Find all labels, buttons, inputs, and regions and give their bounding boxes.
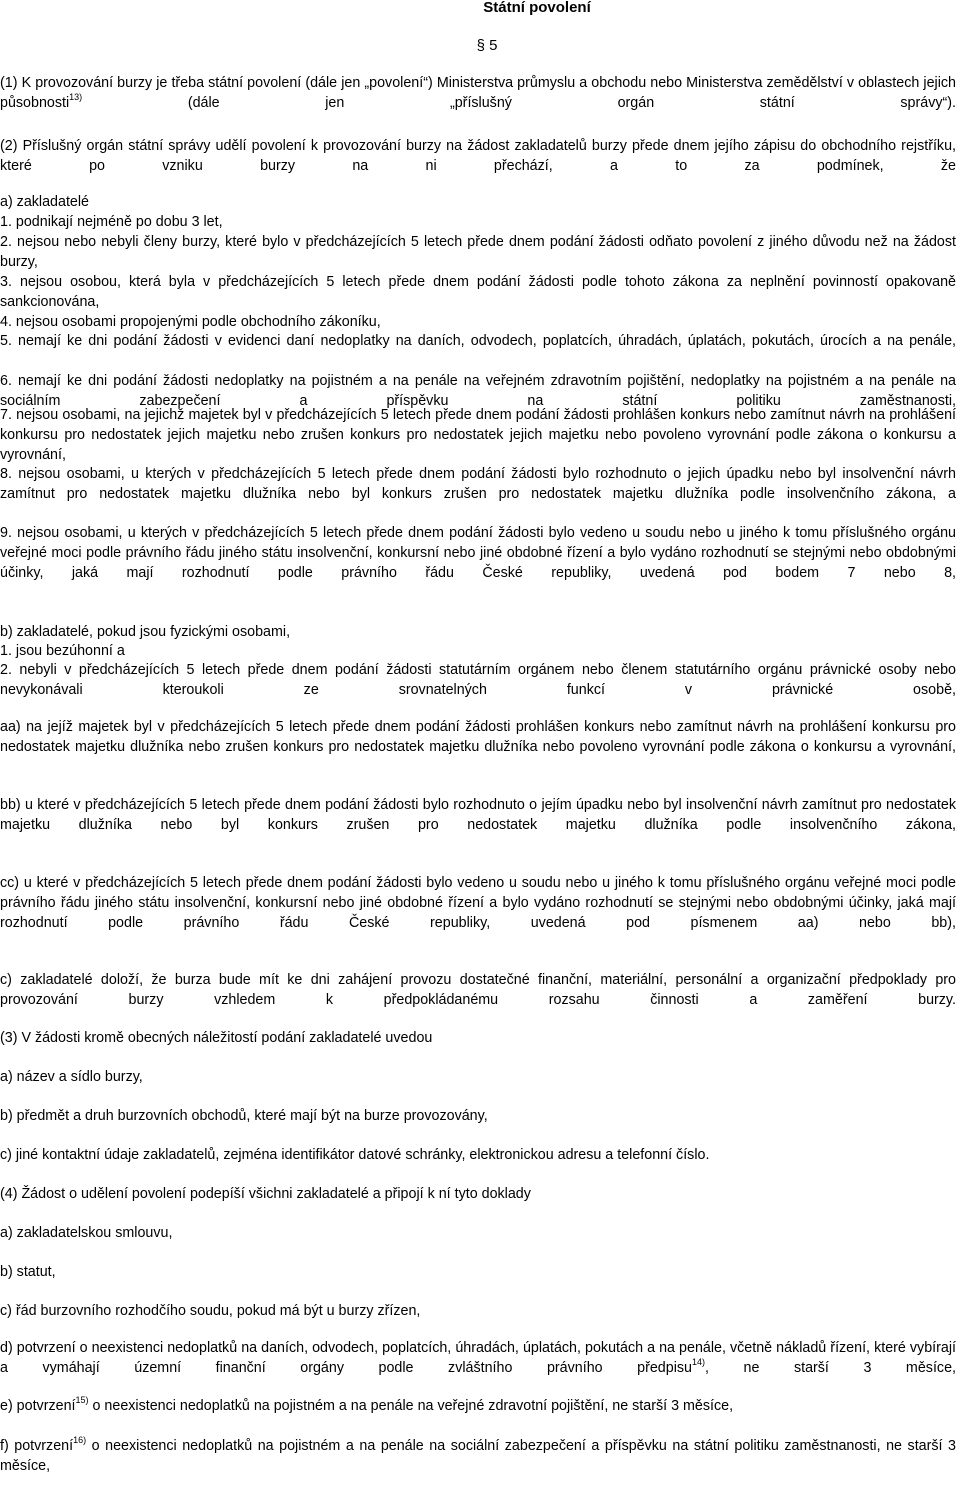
paragraph-2: (2) Příslušný orgán státní správy udělí povolení k provozování burzy na žádost zakladatelů burzy přede dnem jejího zápisu do obchodního rejstříku, které po vzniku burzy na ni přechází, a to za podmínek, že — [0, 138, 956, 175]
paragraph-1-text-end: (dále jen „příslušný orgán státní správy“). — [82, 95, 956, 112]
paragraph-1-text: (1) K provozování burzy je třeba státní povolení (dále jen „povolení“) Ministerstva průmyslu a obchodu nebo Ministerstva zemědělství v oblastech jejich působnosti — [0, 75, 956, 112]
paragraph-1 — [0, 73, 956, 134]
item-a-6: 6. nemají ke dni podání žádosti nedoplatky na pojistném a na penále na veřejném zdravotním pojištění, nedoplatky na pojistném a na penále na sociálním zabezpečení a příspěvku na státní politiku zaměstnanosti, — [0, 373, 956, 410]
paragraph-4-f — [0, 1436, 956, 1497]
item-a-1: 1. podnikají nejméně po dobu 3 let, — [0, 214, 223, 230]
footnote-ref-13: 13) — [69, 92, 83, 103]
item-c: c) zakladatelé doloží, že burza bude mít ke dni zahájení provozu dostatečné finanční, materiální, personální a organizační předpoklady pro provozování burzy vzhledem k předpokládanému rozsahu činnosti a zaměření burzy. — [0, 972, 956, 1009]
footnote-ref-16: 16) — [73, 1435, 87, 1445]
paragraph-4-b: b) statut, — [0, 1264, 56, 1280]
page-title: Státní povolení — [483, 0, 591, 16]
section-number: § 5 — [476, 37, 498, 54]
paragraph-4: (4) Žádost o udělení povolení podepíší všichni zakladatelé a připojí k ní tyto doklady — [0, 1186, 531, 1202]
paragraph-4-e-text-end: o neexistenci nedoplatků na pojistném a na penále na veřejné zdravotní pojištění, ne starší 3 měsíce, — [88, 1398, 734, 1414]
footnote-ref-14: 14) — [691, 1357, 705, 1368]
paragraph-3-a: a) název a sídlo burzy, — [0, 1069, 143, 1085]
footnote-ref-15: 15) — [75, 1395, 89, 1405]
paragraph-4-e — [0, 1396, 956, 1416]
item-a-9: 9. nejsou osobami, u kterých v předcházejících 5 letech přede dnem podání žádosti bylo vedeno u soudu nebo u jiného k tomu příslušného orgánu veřejné moci podle právního řádu jiného státu insolvenční, konkursní nebo jiné obdobné řízení a bylo vydáno rozhodnutí se stejnými nebo obdobnými účinky, jaká mají rozhodnutí podle právního řádu České republiky, uvedená pod bodem 7 nebo 8, — [0, 525, 956, 582]
item-a-5: 5. nemají ke dni podání žádosti v evidenci daní nedoplatky na daních, odvodech, poplatcích, úhradách, úplatách, pokutách, úrocích a na penále, — [0, 333, 956, 349]
item-a-7: 7. nejsou osobami, na jejichž majetek byl v předcházejících 5 letech přede dnem podání žádosti prohlášen konkurs nebo zamítnut návrh na prohlášení konkursu pro nedostatek jejich majetku nebo zrušen konkurs pro nedostatek jejich majetku nebo povoleno vyrovnání podle zákona o konkursu a vyrovnání, — [0, 407, 956, 464]
item-b-heading: b) zakladatelé, pokud jsou fyzickými osobami, — [0, 624, 291, 640]
paragraph-4-d-text: d) potvrzení o neexistenci nedoplatků na daních, odvodech, poplatcích, úhradách, úplatách, pokutách a na penále, včetně nákladů řízení, které vybírají a vymáhají územní finanční orgány podle zvláštního právního předpisu — [0, 1340, 956, 1377]
item-a-4: 4. nejsou osobami propojenými podle obchodního zákoníku, — [0, 314, 381, 330]
paragraph-4-e-text: e) potvrzení — [0, 1398, 76, 1414]
item-a-heading: a) zakladatelé — [0, 194, 90, 210]
paragraph-4-d-text-end: , ne starší 3 měsíce, — [705, 1360, 956, 1377]
item-a-8: 8. nejsou osobami, u kterých v předcházejících 5 letech přede dnem podání žádosti bylo rozhodnuto o jejich úpadku nebo byl insolvenční návrh zamítnut pro nedostatek majetku dlužníka nebo byl konkurs zrušen pro nedostatek majetku dlužníka podle insolvenčního zákona, a — [0, 466, 956, 503]
item-cc: cc) u které v předcházejících 5 letech přede dnem podání žádosti bylo vedeno u soudu nebo u jiného k tomu příslušného orgánu veřejné moci podle právního řádu jiného státu insolvenční, konkursní nebo jiné obdobné řízení a bylo vydáno rozhodnutí se stejnými nebo obdobnými účinky, jaká mají rozhodnutí podle právního řádu České republiky, uvedená pod písmenem aa) nebo bb), — [0, 875, 956, 932]
paragraph-4-f-text-end: o neexistenci nedoplatků na pojistném a na penále na sociální zabezpečení a příspěvku na státní politiku zaměstnanosti, ne starší 3 měsíce, — [0, 1438, 956, 1475]
paragraph-4-f-text: f) potvrzení — [0, 1438, 74, 1454]
paragraph-4-c: c) řád burzovního rozhodčího soudu, pokud má být u burzy zřízen, — [0, 1303, 421, 1319]
item-b-2: 2. nebyli v předcházejících 5 letech přede dnem podání žádosti statutárním orgánem nebo členem statutárního orgánu právnické osoby nebo nevykonávali kteroukoli ze srovnatelných funkcí v právnické osobě, — [0, 662, 956, 699]
item-b-1: 1. jsou bezúhonní a — [0, 643, 125, 659]
paragraph-4-a: a) zakladatelskou smlouvu, — [0, 1225, 173, 1241]
paragraph-3-c: c) jiné kontaktní údaje zakladatelů, zejména identifikátor datové schránky, elektronickou adresu a telefonní číslo. — [0, 1147, 710, 1163]
item-a-2: 2. nejsou nebo nebyli členy burzy, které bylo v předcházejících 5 letech přede dnem podání žádosti odňato povolení z jiného důvodu než na žádost burzy, — [0, 234, 956, 271]
item-aa: aa) na jejíž majetek byl v předcházejících 5 letech přede dnem podání žádosti prohlášen konkurs nebo zamítnut návrh na prohlášení konkursu pro nedostatek majetku dlužníka nebo zrušen konkurs pro nedostatek majetku dlužníka nebo povoleno vyrovnání podle zákona o konkursu a vyrovnání, — [0, 719, 956, 756]
paragraph-3-b: b) předmět a druh burzovních obchodů, které mají být na burze provozovány, — [0, 1108, 488, 1124]
item-bb: bb) u které v předcházejících 5 letech přede dnem podání žádosti bylo rozhodnuto o jejím úpadku nebo byl insolvenční návrh zamítnut pro nedostatek majetku dlužníka nebo byl konkurs zrušen pro nedostatek majetku dlužníka podle insolvenčního zákona, — [0, 797, 956, 834]
paragraph-3: (3) V žádosti kromě obecných náležitostí podání zakladatelé uvedou — [0, 1030, 433, 1046]
paragraph-4-d — [0, 1338, 956, 1399]
item-a-3: 3. nejsou osobou, která byla v předcházejících 5 letech přede dnem podání žádosti podle tohoto zákona za neplnění povinností opakovaně sankcionována, — [0, 274, 956, 311]
